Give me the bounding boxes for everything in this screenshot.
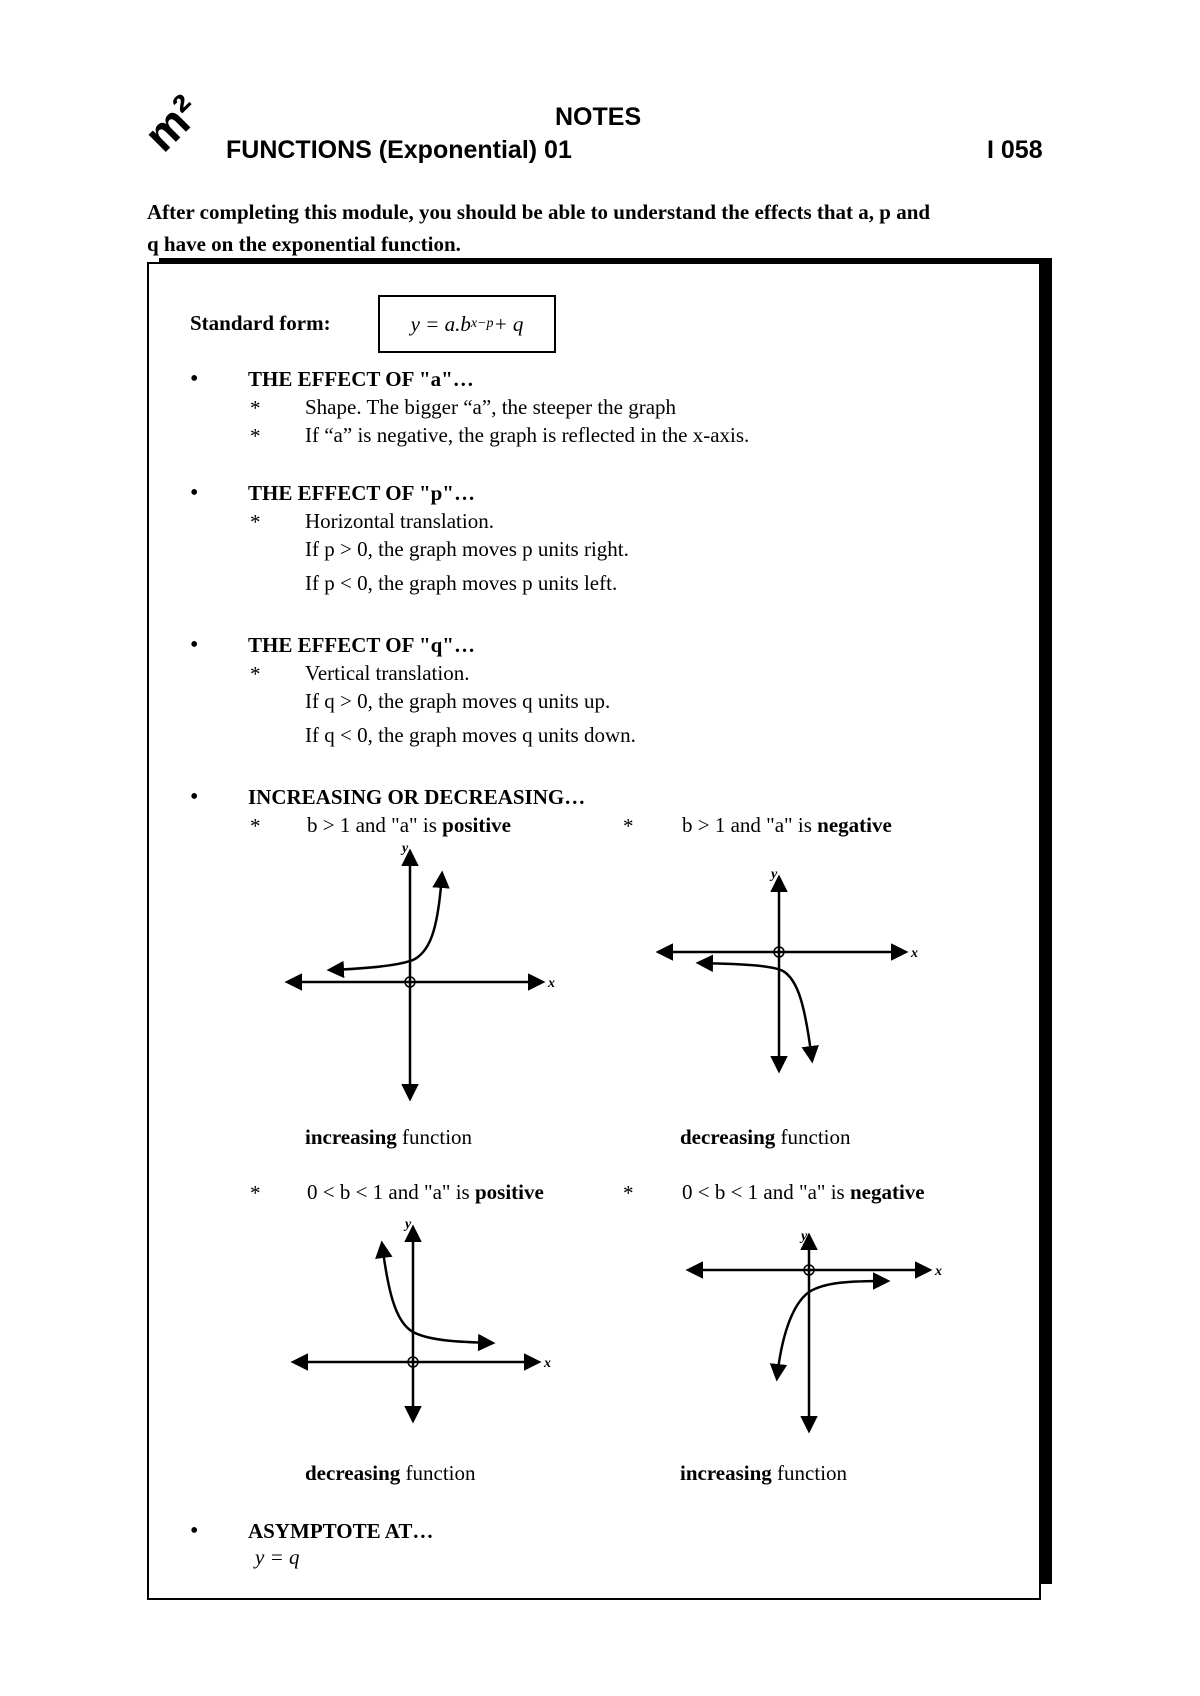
- effect-a-item-1: Shape. The bigger “a”, the steeper the graph: [305, 395, 677, 419]
- graph-2: [655, 867, 925, 1080]
- bullet-q: •: [190, 632, 199, 658]
- case-1-cond-bold: positive: [442, 813, 511, 837]
- effect-p-heading: THE EFFECT OF "p"…: [248, 481, 475, 505]
- case-3-caption: [305, 1460, 476, 1486]
- star-a1: *: [250, 396, 261, 420]
- case-1-caption: [305, 1124, 472, 1150]
- page-title: FUNCTIONS (Exponential) 01: [226, 136, 572, 164]
- case-4-condition: [682, 1179, 925, 1205]
- effect-p-line-2: If p > 0, the graph moves p units right.: [305, 537, 629, 561]
- effect-a-item-2: If “a” is negative, the graph is reflected in the x-axis.: [305, 423, 750, 447]
- effect-q-line-3: If q < 0, the graph moves q units down.: [305, 723, 636, 747]
- graph-1-y-label: y: [402, 841, 409, 856]
- star-case-3: *: [250, 1181, 261, 1205]
- asymptote-value: y = q: [255, 1545, 300, 1569]
- frame-shadow-right: [1041, 258, 1052, 1584]
- bullet-asymptote: •: [190, 1518, 199, 1544]
- graph-2-x-label: x: [911, 946, 918, 961]
- case-3-caption-bold: decreasing: [305, 1461, 401, 1485]
- effect-q-line-2: If q > 0, the graph moves q units up.: [305, 689, 611, 713]
- logo-text: m²: [133, 84, 211, 162]
- case-3-cond-bold: positive: [474, 1180, 544, 1204]
- asymptote-heading: ASYMPTOTE AT…: [248, 1519, 434, 1543]
- incdec-heading: INCREASING OR DECREASING…: [248, 785, 586, 809]
- formula-suffix: + q: [493, 311, 524, 336]
- case-2-cond-bold: negative: [817, 813, 892, 837]
- effect-q-item-1: Vertical translation.: [305, 661, 470, 685]
- graph-1-x-label: x: [548, 976, 555, 991]
- graph-4-x-label: x: [935, 1264, 942, 1279]
- standard-form-label: Standard form:: [190, 311, 331, 335]
- case-3-cond-text: 0 < b < 1 and "a" is: [307, 1180, 475, 1204]
- graph-3: [290, 1217, 560, 1430]
- effect-p-item-1: Horizontal translation.: [305, 509, 494, 533]
- graph-4: [685, 1230, 945, 1440]
- formula-exponent: x−p: [470, 316, 494, 331]
- m2-logo: [133, 78, 211, 168]
- star-case-1: *: [250, 814, 261, 838]
- case-2-caption: [680, 1124, 851, 1150]
- case-3-condition: [307, 1179, 544, 1205]
- intro-line-1: After completing this module, you should be able to understand the effects that a, p and: [147, 200, 931, 224]
- case-1-cond-text: b > 1 and "a" is: [307, 813, 443, 837]
- intro-line-2: q have on the exponential function.: [147, 232, 461, 256]
- case-2-caption-bold: decreasing: [680, 1125, 776, 1149]
- star-p1: *: [250, 510, 261, 534]
- graph-2-curve: [699, 963, 812, 1060]
- graph-4-curve: [777, 1281, 887, 1378]
- notes-label: NOTES: [555, 103, 642, 131]
- case-2-condition: [682, 812, 892, 838]
- effect-p-line-3: If p < 0, the graph moves p units left.: [305, 571, 618, 595]
- standard-form-formula: [378, 295, 556, 353]
- formula-base: y = a.b: [410, 311, 471, 336]
- module-code: I 058: [987, 136, 1043, 164]
- star-case-4: *: [623, 1181, 634, 1205]
- graph-2-y-label: y: [771, 867, 778, 882]
- case-4-cond-text: 0 < b < 1 and "a" is: [682, 1180, 850, 1204]
- graph-3-curve: [382, 1244, 492, 1343]
- case-1-condition: [307, 812, 511, 838]
- star-case-2: *: [623, 814, 634, 838]
- case-3-caption-rest: function: [400, 1461, 476, 1485]
- effect-a-heading: THE EFFECT OF "a"…: [248, 367, 474, 391]
- case-4-cond-bold: negative: [849, 1180, 925, 1204]
- graph-4-y-label: y: [801, 1229, 808, 1244]
- effect-q-heading: THE EFFECT OF "q"…: [248, 633, 475, 657]
- star-q1: *: [250, 662, 261, 686]
- case-2-cond-text: b > 1 and "a" is: [682, 813, 818, 837]
- bullet-incdec: •: [190, 784, 199, 810]
- case-4-caption-rest: function: [771, 1461, 848, 1485]
- bullet-a: •: [190, 366, 199, 392]
- case-2-caption-rest: function: [775, 1125, 851, 1149]
- star-a2: *: [250, 424, 261, 448]
- graph-1: [280, 840, 560, 1100]
- bullet-p: •: [190, 480, 199, 506]
- intro-text: [147, 196, 1067, 260]
- graph-3-x-label: x: [544, 1356, 551, 1371]
- case-1-caption-rest: function: [396, 1125, 473, 1149]
- graph-1-curve: [330, 874, 442, 970]
- case-4-caption-bold: increasing: [680, 1461, 772, 1485]
- case-1-caption-bold: increasing: [305, 1125, 397, 1149]
- case-4-caption: [680, 1460, 847, 1486]
- graph-3-y-label: y: [405, 1217, 412, 1232]
